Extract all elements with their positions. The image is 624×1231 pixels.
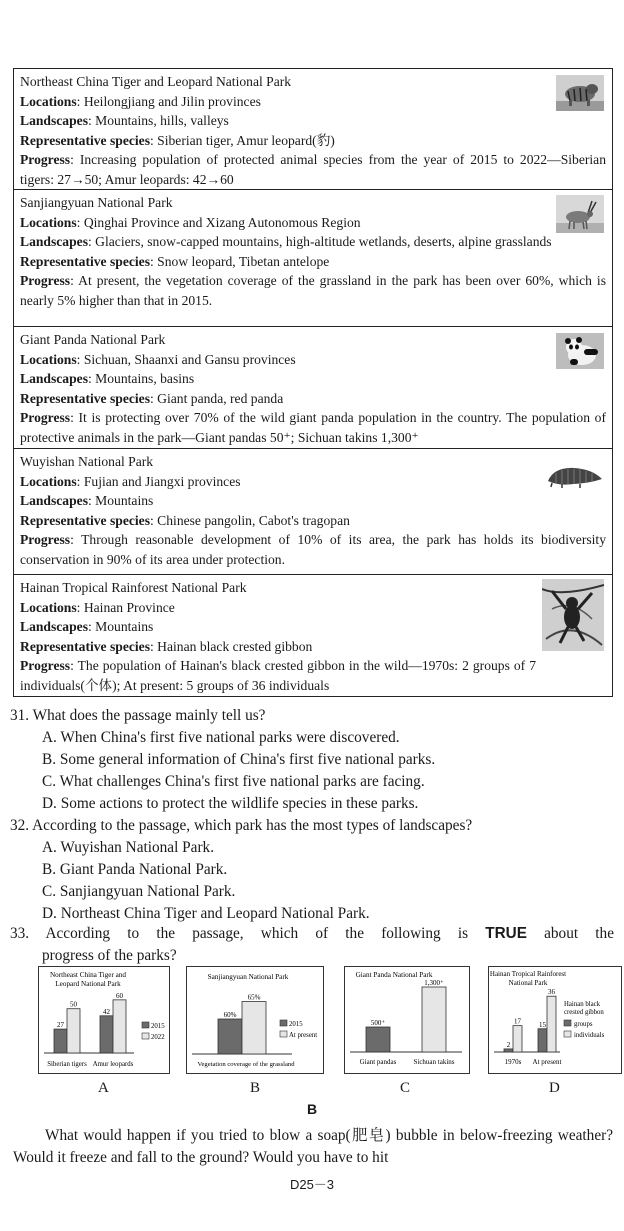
- chart-title: Leopard National Park: [55, 980, 121, 988]
- chart-label-c: C: [400, 1080, 411, 1096]
- bar: [100, 1016, 113, 1053]
- data-label: 1,300⁺: [424, 979, 444, 987]
- passage-text: What would happen if you tried to blow a soap(肥皂) bubble in below-freezing weather? Would it freeze and fall to the ground? Would you have to hit: [13, 1127, 613, 1166]
- landscapes-label: Landscapes: [20, 113, 88, 128]
- chart-label-d: D: [549, 1080, 560, 1096]
- question-33: [10, 923, 614, 967]
- chart-label-b: B: [250, 1080, 261, 1096]
- legend-label: At present: [289, 1032, 318, 1039]
- locations-value: : Fujian and Jiangxi provinces: [76, 473, 241, 489]
- data-label: 60%: [223, 1011, 237, 1019]
- data-label: 17: [514, 1017, 521, 1026]
- option-c[interactable]: C. Sanjiangyuan National Park.: [42, 883, 236, 900]
- legend-swatch: [564, 1020, 571, 1026]
- q33-stem-pre: 33. According to the passage, which of the following is: [10, 925, 486, 942]
- progress-value: : Through reasonable development of 10% of its area, the park has holds its biodiversity conservation in 90% of its area under protection.: [20, 532, 606, 567]
- progress-label: Progress: [20, 658, 71, 673]
- question-stem: 32. According to the passage, which park has the most types of landscapes?: [10, 817, 473, 834]
- chart-option-d[interactable]: [488, 966, 622, 1074]
- legend-label: 2022: [151, 1034, 165, 1041]
- park-block-hainan: [14, 575, 612, 696]
- tick-label: Vegetation coverage of the grassland: [197, 1061, 295, 1068]
- progress-label: Progress: [20, 410, 71, 425]
- bar: [422, 987, 446, 1052]
- landscapes-value: : Mountains: [88, 619, 154, 634]
- chart-title: Hainan Tropical Rainforest: [489, 970, 567, 978]
- option-d[interactable]: D. Some actions to protect the wildlife species in these parks.: [42, 795, 419, 812]
- locations-value: : Heilongjiang and Jilin provinces: [76, 93, 261, 109]
- data-label: 50: [70, 1000, 77, 1009]
- data-label: 36: [548, 988, 555, 997]
- panda-photo: [556, 333, 604, 369]
- locations-label: Locations: [20, 599, 77, 615]
- park-name: Hainan Tropical Rainforest National Park: [20, 580, 247, 595]
- park-block-tiger-leopard: [14, 69, 612, 190]
- landscapes-label: Landscapes: [20, 234, 88, 249]
- section-b-heading: B: [306, 1101, 318, 1117]
- species-value: : Siberian tiger, Amur leopard(豹): [150, 132, 335, 148]
- data-label: 500⁺: [370, 1019, 386, 1027]
- bar: [54, 1029, 67, 1053]
- legend-label: individuals: [574, 1032, 605, 1039]
- legend-label: 2015: [289, 1021, 303, 1028]
- chart-option-a[interactable]: [38, 966, 170, 1074]
- bar: [547, 996, 556, 1052]
- park-info-table: [13, 68, 613, 697]
- landscapes-value: : Mountains: [88, 493, 154, 508]
- species-value: : Hainan black crested gibbon: [150, 638, 313, 654]
- tick-label: Amur leopards: [92, 1061, 134, 1068]
- bar: [504, 1049, 513, 1052]
- landscapes-value: : Mountains, hills, valleys: [88, 113, 229, 128]
- park-name: Wuyishan National Park: [20, 454, 154, 469]
- q33-charts: [38, 966, 624, 1074]
- landscapes-label: Landscapes: [20, 371, 88, 386]
- option-c[interactable]: C. What challenges China's first five national parks are facing.: [42, 773, 425, 790]
- legend-swatch: [280, 1020, 287, 1026]
- tick-label: At present: [532, 1058, 562, 1066]
- locations-value: : Sichuan, Shaanxi and Gansu provinces: [76, 351, 296, 367]
- option-a[interactable]: A. Wuyishan National Park.: [42, 839, 215, 856]
- locations-label: Locations: [20, 93, 77, 109]
- locations-value: : Qinghai Province and Xizang Autonomous Region: [76, 214, 361, 230]
- question-32: [10, 815, 614, 925]
- chart-title: Giant Panda National Park: [355, 971, 433, 979]
- progress-label: Progress: [20, 532, 71, 547]
- park-block-sanjiangyuan: [14, 190, 612, 327]
- park-name: Northeast China Tiger and Leopard National Park: [20, 74, 292, 89]
- bar: [366, 1027, 390, 1052]
- data-label: 2: [506, 1040, 511, 1049]
- pangolin-photo: [544, 459, 604, 491]
- progress-value: : The population of Hainan's black crested gibbon in the wild—1970s: 2 groups of 7 individuals(个体); At present: 5 groups of 36 individuals: [20, 658, 536, 693]
- bar: [113, 1000, 126, 1053]
- bar: [242, 1002, 266, 1055]
- bar: [218, 1019, 242, 1054]
- q33-stem-bold: TRUE: [485, 925, 527, 942]
- legend-label: groups: [574, 1021, 593, 1028]
- legend-swatch: [280, 1031, 287, 1037]
- species-label: Representative species: [20, 512, 150, 528]
- progress-label: Progress: [20, 152, 71, 167]
- data-label: 42: [103, 1007, 110, 1016]
- species-label: Representative species: [20, 638, 150, 654]
- q33-stem-line2: progress of the parks?: [42, 947, 177, 964]
- park-name: Sanjiangyuan National Park: [20, 195, 173, 210]
- bar: [67, 1009, 80, 1053]
- tick-label: Giant pandas: [359, 1058, 397, 1066]
- species-label: Representative species: [20, 253, 150, 269]
- antelope-photo: [556, 195, 604, 233]
- park-name: Giant Panda National Park: [20, 332, 166, 347]
- landscapes-label: Landscapes: [20, 493, 88, 508]
- chart-option-b[interactable]: [186, 966, 324, 1074]
- legend-swatch: [142, 1022, 149, 1028]
- option-b[interactable]: B. Giant Panda National Park.: [42, 861, 228, 878]
- data-label: 27: [57, 1021, 64, 1030]
- tick-label: 1970s: [504, 1058, 522, 1066]
- legend-swatch: [142, 1033, 149, 1039]
- legend-title: Hainan black: [564, 1001, 601, 1008]
- passage-b: [13, 1125, 613, 1169]
- locations-label: Locations: [20, 473, 77, 489]
- gibbon-photo: [542, 579, 604, 651]
- option-a[interactable]: A. When China's first five national parks were discovered.: [42, 729, 400, 746]
- data-label: 15: [539, 1020, 546, 1029]
- page-footer: D25－3: [289, 1177, 335, 1192]
- landscapes-label: Landscapes: [20, 619, 88, 634]
- chart-option-c[interactable]: [344, 966, 470, 1074]
- option-b[interactable]: B. Some general information of China's first five national parks.: [42, 751, 436, 768]
- q33-stem-post: about the: [526, 925, 614, 942]
- legend-swatch: [564, 1031, 571, 1037]
- species-label: Representative species: [20, 390, 150, 406]
- park-block-wuyishan: [14, 449, 612, 575]
- progress-value: : It is protecting over 70% of the wild giant panda population in the country. The population of protective animals in the park—Giant pandas 50⁺; Sichuan takins 1,300⁺: [20, 410, 606, 445]
- tick-label: Sichuan takins: [413, 1058, 455, 1066]
- locations-value: : Hainan Province: [76, 599, 175, 615]
- question-stem: 31. What does the passage mainly tell us?: [10, 707, 266, 724]
- chart-title: National Park: [508, 979, 548, 987]
- park-block-giant-panda: [14, 327, 612, 449]
- locations-label: Locations: [20, 214, 77, 230]
- tick-label: Siberian tigers: [47, 1061, 87, 1068]
- chart-title: Sanjiangyuan National Park: [207, 973, 289, 981]
- data-label: 65%: [247, 993, 261, 1002]
- bar: [513, 1026, 522, 1052]
- bar: [538, 1029, 547, 1052]
- progress-label: Progress: [20, 273, 71, 288]
- landscapes-value: : Mountains, basins: [88, 371, 195, 386]
- legend-label: 2015: [151, 1023, 165, 1030]
- data-label: 60: [116, 991, 123, 1000]
- progress-value: : At present, the vegetation coverage of the grassland in the park has been over 60%, which is nearly 5% higher than that in 2015.: [20, 273, 606, 308]
- species-value: : Snow leopard, Tibetan antelope: [150, 253, 330, 269]
- legend-title: crested gibbon: [564, 1009, 604, 1016]
- species-value: : Giant panda, red panda: [150, 390, 284, 406]
- chart-label-a: A: [98, 1080, 109, 1096]
- species-label: Representative species: [20, 132, 150, 148]
- species-value: : Chinese pangolin, Cabot's tragopan: [150, 512, 350, 528]
- landscapes-value: : Glaciers, snow-capped mountains, high-altitude wetlands, deserts, alpine grasslands: [88, 234, 552, 249]
- option-d[interactable]: D. Northeast China Tiger and Leopard National Park.: [42, 905, 370, 922]
- chart-title: Northeast China Tiger and: [49, 971, 127, 979]
- tiger-photo: [556, 75, 604, 111]
- question-31: [10, 705, 614, 815]
- progress-value: : Increasing population of protected animal species from the year of 2015 to 2022—Siberian tigers: 27→50; Amur leopards: 42→60: [20, 152, 606, 187]
- locations-label: Locations: [20, 351, 77, 367]
